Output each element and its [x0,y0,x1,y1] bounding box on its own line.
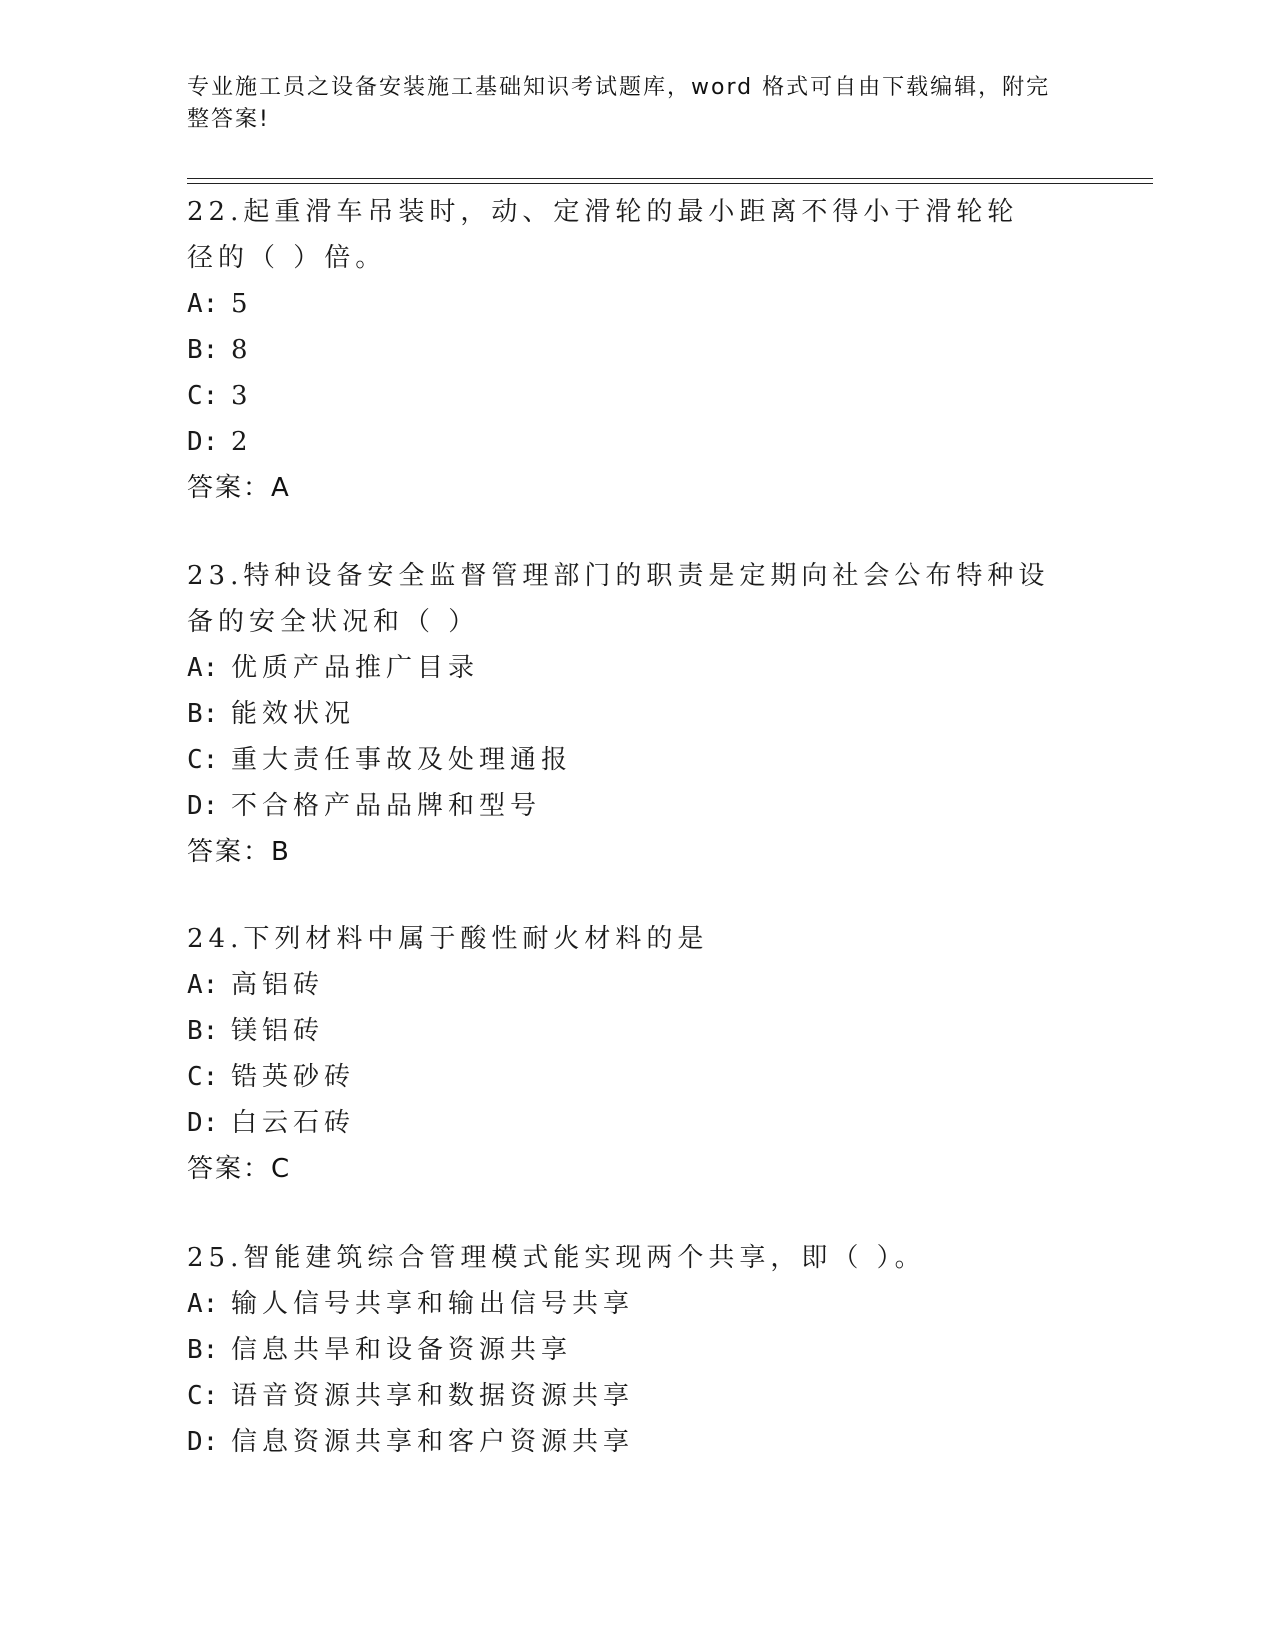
option-text: 语音资源共享和数据资源共享 [231,1381,635,1411]
option-d [187,783,1087,829]
option-text: 优质产品推广目录 [231,653,480,683]
option-letter: D: [187,1427,219,1457]
option-text: 能效状况 [231,699,356,729]
question-23 [187,553,1087,875]
header-divider-bottom [187,183,1153,184]
option-a [187,962,1087,1008]
option-letter: A: [187,970,219,1000]
option-c [187,373,1087,419]
option-letter: B: [187,1335,219,1365]
option-letter: D: [187,1108,219,1138]
option-letter: C: [187,1381,219,1411]
option-b [187,691,1087,737]
option-text: 重大责任事故及处理通报 [231,745,573,775]
option-text: 白云石砖 [231,1108,356,1138]
question-stem: 23.特种设备安全监督管理部门的职责是定期向社会公布特种设备的安全状况和（ ） [187,561,1050,637]
question-22 [187,189,1087,511]
option-text: 高铝砖 [231,970,325,1000]
option-text: 8 [231,335,253,365]
option-letter: A: [187,653,219,683]
option-letter: C: [187,381,219,411]
document-header: 专业施工员之设备安装施工基础知识考试题库，word 格式可自由下载编辑，附完整答案! [187,75,1051,132]
option-text: 信息资源共享和客户资源共享 [231,1427,635,1457]
option-c [187,1373,1087,1419]
option-d [187,1419,1087,1465]
option-d [187,1100,1087,1146]
option-text: 3 [231,381,253,411]
answer-line: 答案：A [187,473,291,503]
option-a [187,1281,1087,1327]
option-text: 5 [231,289,253,319]
answer-line: 答案：C [187,1154,292,1184]
option-b [187,1008,1087,1054]
option-a [187,645,1087,691]
header-divider-top [187,178,1153,179]
option-d [187,419,1087,465]
option-c [187,737,1087,783]
option-text: 输人信号共享和输出信号共享 [231,1289,635,1319]
question-stem: 22.起重滑车吊装时，动、定滑轮的最小距离不得小于滑轮轮径的（ ）倍。 [187,197,1019,273]
question-stem: 24.下列材料中属于酸性耐火材料的是 [187,924,709,954]
option-letter: D: [187,791,219,821]
option-letter: A: [187,289,219,319]
option-letter: B: [187,699,219,729]
option-letter: B: [187,1016,219,1046]
option-text: 不合格产品品牌和型号 [231,791,542,821]
option-letter: A: [187,1289,219,1319]
option-text: 信息共旱和设备资源共享 [231,1335,573,1365]
question-25 [187,1235,1087,1465]
option-text: 2 [231,427,253,457]
option-text: 镁铝砖 [231,1016,325,1046]
option-a [187,281,1087,327]
answer-line: 答案：B [187,837,291,867]
option-letter: C: [187,1062,219,1092]
option-letter: D: [187,427,219,457]
question-stem: 25.智能建筑综合管理模式能实现两个共享，即（ ）。 [187,1243,926,1273]
option-b [187,327,1087,373]
option-c [187,1054,1087,1100]
option-letter: C: [187,745,219,775]
question-24 [187,916,1087,1192]
option-b [187,1327,1087,1373]
option-letter: B: [187,335,219,365]
option-text: 锆英砂砖 [231,1062,356,1092]
